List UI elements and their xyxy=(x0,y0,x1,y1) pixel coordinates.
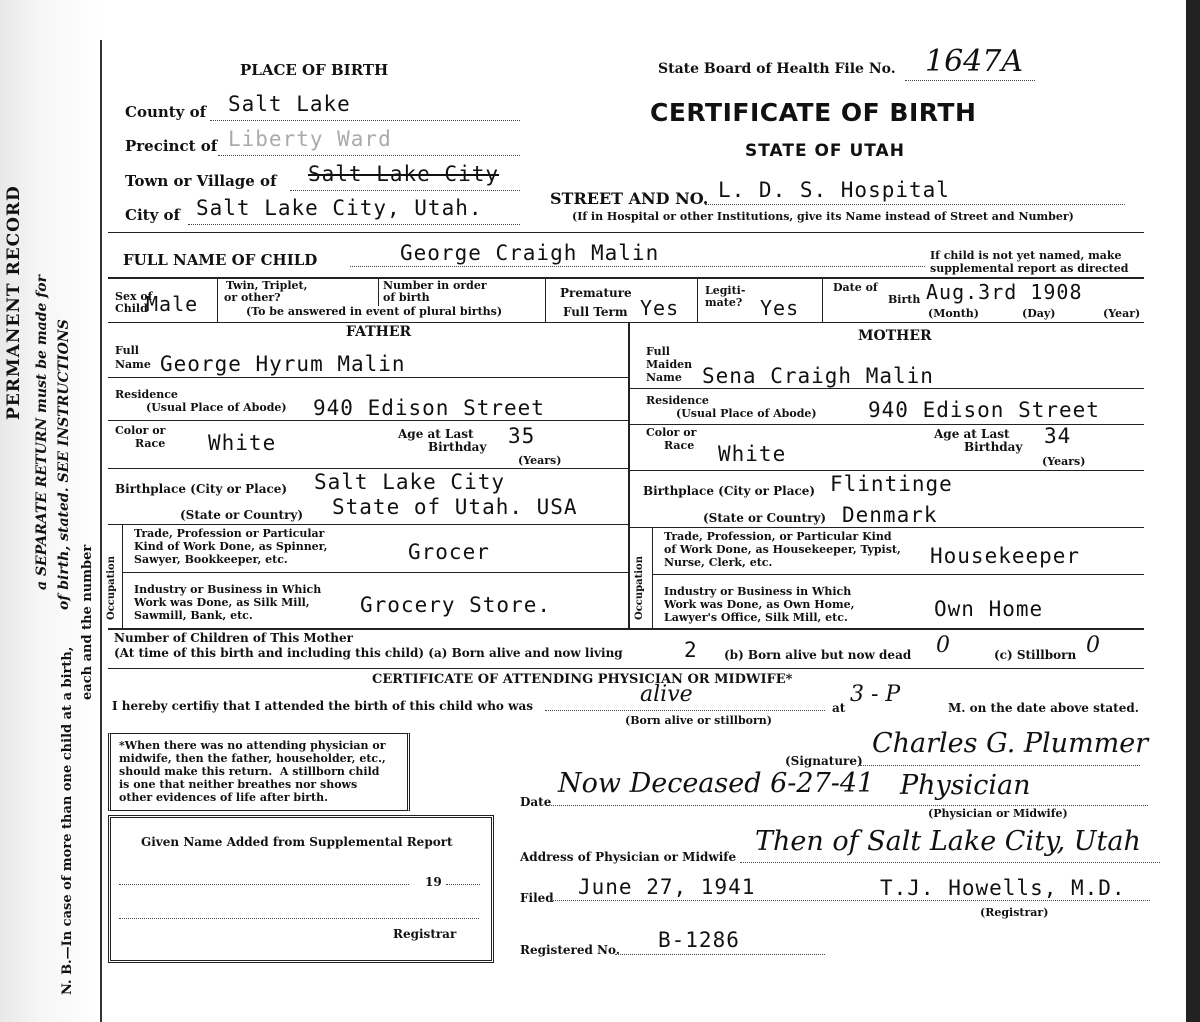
file-no-value: 1647A xyxy=(925,44,1024,79)
at-label: at xyxy=(832,701,846,715)
born-alive-label: (Born alive or stillborn) xyxy=(625,714,772,727)
supplemental-year: 19 xyxy=(425,875,442,889)
mother-industry-label-1: Industry or Business in Which xyxy=(664,585,852,598)
signature-value: Charles G. Plummer xyxy=(872,728,1149,759)
mother-res-label-1: Residence xyxy=(646,394,709,407)
father-residence-value: 940 Edison Street xyxy=(313,396,545,420)
father-age-label-2: Birthday xyxy=(428,440,487,454)
county-value: Salt Lake xyxy=(228,92,351,116)
children-label-1: Number of Children of This Mother xyxy=(114,631,353,645)
mother-color-value: White xyxy=(718,442,787,466)
children-dead-label: (b) Born alive but now dead xyxy=(724,648,912,662)
father-birthplace-label: Birthplace (City or Place) xyxy=(115,482,288,496)
father-occupation-label: Occupation xyxy=(106,556,117,620)
supplemental-registrar: Registrar xyxy=(393,927,457,941)
right-edge xyxy=(1186,0,1200,1022)
mother-age-label-1: Age at Last xyxy=(934,427,1010,441)
children-label-2: (At time of this birth and including this child) (a) Born alive and now living xyxy=(114,646,623,660)
registrar-label: (Registrar) xyxy=(980,906,1049,919)
order-label-2: of birth xyxy=(383,291,430,304)
registered-no-label: Registered No. xyxy=(520,943,620,957)
mother-industry-label-2: Work was Done, as Own Home, xyxy=(664,598,855,611)
precinct-label: Precinct of xyxy=(125,137,218,155)
mother-trade-label-2: of Work Done, as Housekeeper, Typist, xyxy=(664,543,901,556)
town-label: Town or Village of xyxy=(125,172,277,190)
date-label: Date xyxy=(520,795,552,809)
child-name-label: FULL NAME OF CHILD xyxy=(123,251,318,269)
mother-trade-label-3: Nurse, Clerk, etc. xyxy=(664,556,773,569)
supplemental-title: Given Name Added from Supplemental Report xyxy=(141,835,453,849)
date-value: Now Deceased 6-27-41 xyxy=(558,768,875,799)
physician-midwife-label: (Physician or Midwife) xyxy=(928,807,1068,820)
fullterm-label: Full Term xyxy=(563,305,628,319)
sex-label-2: Child xyxy=(115,302,148,315)
mother-color-label-2: Race xyxy=(664,439,695,452)
mother-age-label-2: Birthday xyxy=(964,440,1023,454)
father-trade-label-2: Kind of Work Done, as Spinner, xyxy=(134,540,328,553)
mother-maiden-label: Maiden xyxy=(646,358,693,371)
dob-label-2: Birth xyxy=(888,293,921,306)
registered-no-value: B-1286 xyxy=(658,928,740,952)
sex-label-1: Sex of xyxy=(115,290,153,303)
address-value: Then of Salt Lake City, Utah xyxy=(755,826,1141,857)
father-heading: FATHER xyxy=(346,324,412,340)
mother-heading: MOTHER xyxy=(858,328,932,344)
margin-permanent-record: PERMANENT RECORD xyxy=(4,185,24,420)
father-name-label: Name xyxy=(115,358,151,371)
children-dead-value: 0 xyxy=(936,633,950,658)
city-value: Salt Lake City, Utah. xyxy=(196,196,483,220)
street-note: (If in Hospital or other Institutions, give its Name instead of Street and Number) xyxy=(572,210,1074,223)
margin-separate-return: a SEPARATE RETURN must be made for xyxy=(34,274,50,590)
certificate-title: CERTIFICATE OF BIRTH xyxy=(650,98,977,127)
children-stillborn-value: 0 xyxy=(1086,633,1100,658)
father-industry-label-2: Work was Done, as Silk Mill, xyxy=(134,596,310,609)
mother-color-label-1: Color or xyxy=(646,426,697,439)
father-color-value: White xyxy=(208,431,277,455)
plural-note: (To be answered in event of plural births) xyxy=(246,305,503,318)
mother-birthplace-label: Birthplace (City or Place) xyxy=(643,484,816,498)
father-trade-value: Grocer xyxy=(408,540,490,564)
dob-day: (Day) xyxy=(1022,307,1056,320)
mother-industry-label-3: Lawyer's Office, Silk Mill, etc. xyxy=(664,611,848,624)
legit-label-2: mate? xyxy=(705,296,743,309)
certificate-heading: CERTIFICATE OF ATTENDING PHYSICIAN OR MIDWIFE* xyxy=(372,672,793,687)
father-industry-value: Grocery Store. xyxy=(360,593,552,617)
father-name-value: George Hyrum Malin xyxy=(160,352,406,376)
legit-value: Yes xyxy=(760,296,800,320)
margin-instructions: of birth, stated. SEE INSTRUCTIONS xyxy=(56,319,72,610)
legit-label-1: Legiti- xyxy=(705,284,746,297)
filed-label: Filed xyxy=(520,891,554,905)
father-industry-label-3: Sawmill, Bank, etc. xyxy=(134,609,253,622)
father-years-label: (Years) xyxy=(518,454,562,467)
mother-name-label: Name xyxy=(646,371,682,384)
mother-trade-value: Housekeeper xyxy=(930,544,1081,568)
father-country-value: State of Utah. USA xyxy=(332,495,578,519)
street-value: L. D. S. Hospital xyxy=(718,178,950,202)
child-name-value: George Craigh Malin xyxy=(400,241,660,265)
mother-years-label: (Years) xyxy=(1042,455,1086,468)
supplemental-box xyxy=(108,815,494,963)
margin-each-number: each and the number xyxy=(80,544,95,700)
mother-full-label: Full xyxy=(646,345,670,358)
mother-residence-value: 940 Edison Street xyxy=(868,398,1100,422)
city-label: City of xyxy=(125,206,180,224)
mother-birthplace-value: Flintinge xyxy=(830,472,953,496)
filed-value: June 27, 1941 xyxy=(578,875,756,899)
dob-month: (Month) xyxy=(928,307,979,320)
precinct-value: Liberty Ward xyxy=(228,127,392,151)
mother-country-value: Denmark xyxy=(842,503,938,527)
certify-statement: I hereby certifiy that I attended the birth of this child who was xyxy=(112,699,533,713)
county-label: County of xyxy=(125,103,207,121)
father-age-label-1: Age at Last xyxy=(398,427,474,441)
mother-industry-value: Own Home xyxy=(934,597,1044,621)
physician-title-value: Physician xyxy=(900,770,1031,801)
children-living-value: 2 xyxy=(684,638,698,662)
father-industry-label-1: Industry or Business in Which xyxy=(134,583,322,596)
street-label: STREET AND NO. xyxy=(550,189,709,208)
father-age-value: 35 xyxy=(508,424,536,448)
sex-value: Male xyxy=(146,292,199,316)
mother-country-label: (State or Country) xyxy=(703,511,827,525)
child-name-note-1: If child is not yet named, make xyxy=(930,249,1122,262)
mother-trade-label-1: Trade, Profession, or Particular Kind xyxy=(664,530,892,543)
mother-name-value: Sena Craigh Malin xyxy=(702,364,934,388)
dob-year: (Year) xyxy=(1103,307,1141,320)
left-border xyxy=(100,40,102,1022)
mother-age-value: 34 xyxy=(1044,424,1072,448)
dob-value: Aug.3rd 1908 xyxy=(926,280,1083,304)
state-title: STATE OF UTAH xyxy=(745,141,905,161)
left-margin xyxy=(0,0,100,1022)
fullterm-value: Yes xyxy=(640,296,680,320)
address-label: Address of Physician or Midwife xyxy=(520,850,737,864)
birth-time-value: 3 - P xyxy=(850,682,901,707)
father-color-label-1: Color or xyxy=(115,424,166,437)
m-stated-label: M. on the date above stated. xyxy=(948,701,1139,715)
place-of-birth-heading: PLACE OF BIRTH xyxy=(240,61,389,79)
twin-label-1: Twin, Triplet, xyxy=(226,279,308,292)
dob-label-1: Date of xyxy=(833,281,878,294)
father-trade-label-3: Sawyer, Bookkeeper, etc. xyxy=(134,553,288,566)
margin-nb: N. B.—In case of more than one child at a birth, xyxy=(60,646,75,995)
children-stillborn-label: (c) Stillborn xyxy=(994,648,1077,662)
father-full-label: Full xyxy=(115,344,139,357)
file-no-label: State Board of Health File No. xyxy=(658,61,896,77)
birth-status-value: alive xyxy=(640,682,693,707)
father-res-label-2: (Usual Place of Abode) xyxy=(146,401,287,414)
mother-occupation-label: Occupation xyxy=(634,556,645,620)
child-name-note-2: supplemental report as directed xyxy=(930,262,1129,275)
twin-label-2: or other? xyxy=(224,291,281,304)
note-text: *When there was no attending physician or midwife, then the father, householder, etc., should make this return. A stillborn child is one that neither breathes nor shows other evidences of life after birth. xyxy=(119,739,386,804)
town-value: Salt Lake City xyxy=(308,162,500,186)
father-color-label-2: Race xyxy=(135,437,166,450)
note-box xyxy=(108,733,410,811)
father-res-label-1: Residence xyxy=(115,388,178,401)
father-country-label: (State or Country) xyxy=(180,508,304,522)
signature-label: (Signature) xyxy=(785,754,863,768)
mother-res-label-2: (Usual Place of Abode) xyxy=(676,407,817,420)
premature-label: Premature xyxy=(560,286,632,300)
father-birthplace-value: Salt Lake City xyxy=(314,470,506,494)
order-label-1: Number in order xyxy=(383,279,487,292)
registrar-value: T.J. Howells, M.D. xyxy=(880,876,1126,900)
father-trade-label-1: Trade, Profession or Particular xyxy=(134,527,325,540)
